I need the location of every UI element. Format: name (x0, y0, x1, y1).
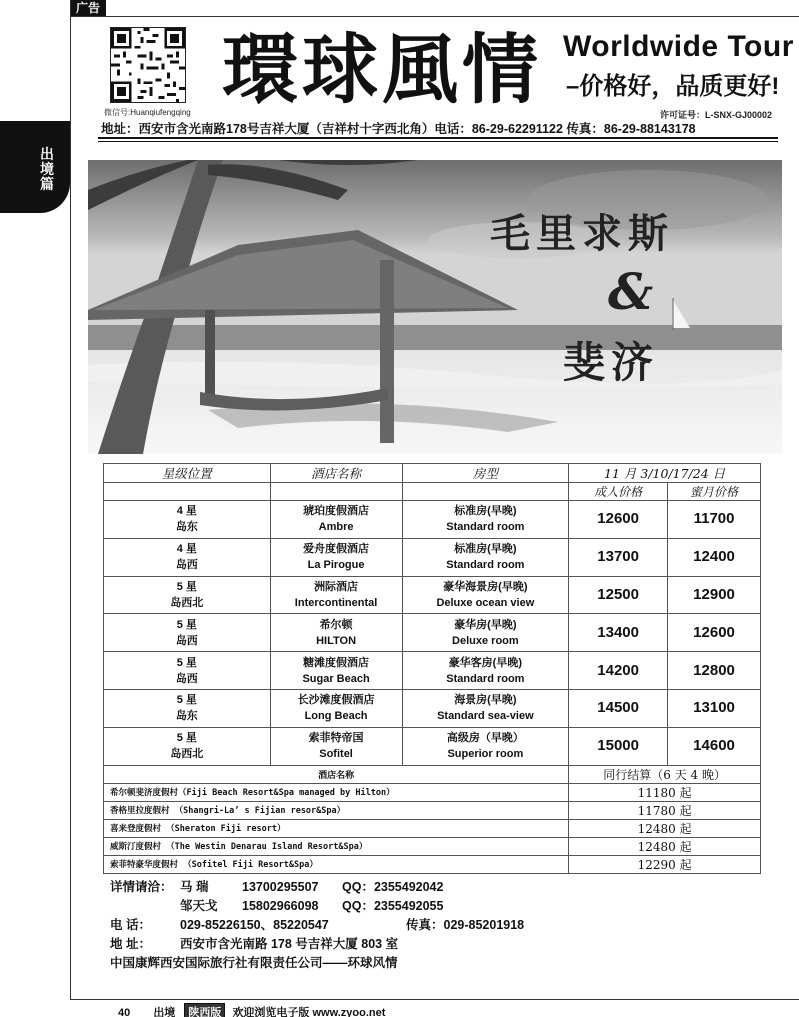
frame-top-border (70, 16, 799, 17)
adult-price-cell: 13700 (569, 538, 668, 576)
page-number: 40 (118, 1007, 131, 1017)
room-type-cell: 高级房（早晚） Superior room (402, 727, 569, 765)
fiji-hotel-cell: 希尔顿斐济度假村（Fiji Beach Resort&Spa managed by Hilton） (104, 783, 569, 801)
table-subheader-row (104, 483, 761, 501)
destination-ampersand: & (608, 262, 660, 321)
adult-price-cell: 12500 (569, 576, 668, 614)
section-name: 出境 (153, 1007, 176, 1017)
fiji-hotel-cell: 香格里拉度假村 （Shangri-La’ s Fijian resor&Spa） (104, 801, 569, 819)
price-table (103, 463, 761, 874)
office-address: 西安市含光南路 178 号吉祥大厦 803 室 (180, 937, 399, 951)
fiji-price-cell: 11780 起 (569, 801, 761, 819)
star-location-cell: 5 星 岛东 (104, 689, 271, 727)
contact-person-2-qq: QQ：2355492055 (342, 899, 444, 913)
contact-row-phone (110, 916, 525, 935)
hotel-name-cell: 爱舟度假酒店 La Pirogue (270, 538, 402, 576)
contact-person-1-phone: 13700295507 (242, 880, 319, 894)
destination-mauritius: 毛里求斯 (490, 210, 674, 257)
hotel-name-cell: 糖滩度假酒店 Sugar Beach (270, 652, 402, 690)
star-location-cell: 5 星 岛西北 (104, 576, 271, 614)
frame-left-border (70, 0, 71, 1000)
table-row (104, 727, 761, 765)
room-type-cell: 标准房(早晚) Standard room (402, 538, 569, 576)
agency-address-line: 地址：西安市含光南路178号吉祥大厦（吉祥村十字西北角）电话：86-29-62291122 传真：86-29-88143178 (101, 122, 696, 136)
contact-block (110, 878, 525, 973)
contact-row-2 (110, 897, 443, 916)
table-row (104, 538, 761, 576)
fiji-price-cell: 12290 起 (569, 855, 761, 873)
honeymoon-price-cell: 12900 (668, 576, 761, 614)
brand-name-cn: 環球風情 (222, 25, 542, 114)
hotel-name-cell: 琥珀度假酒店 Ambre (270, 501, 402, 539)
fiji-header-hotel-name: 酒店名称 (104, 765, 569, 783)
table-row (104, 801, 761, 819)
star-location-cell: 4 星 岛西 (104, 538, 271, 576)
edition-badge: 陕西版 (184, 1003, 225, 1017)
fiji-hotel-cell: 索菲特豪华度假村 （Sofitel Fiji Resort&Spa） (104, 855, 569, 873)
header-honeymoon-price: 蜜月价格 (668, 483, 761, 501)
contact-person-2-name: 邹天戈 (180, 899, 218, 913)
header-dates: 11 月 3/10/17/24 日 (569, 464, 761, 483)
contact-person-1-qq: QQ：2355492042 (342, 880, 444, 894)
fiji-header-settlement: 同行结算（6 天 4 晚） (569, 765, 761, 783)
license-number: 许可证号：L-SNX-GJ00002 (660, 110, 773, 120)
hotel-name-cell: 希尔顿 HILTON (270, 614, 402, 652)
honeymoon-price-cell: 12600 (668, 614, 761, 652)
qr-code-icon (110, 27, 186, 103)
room-type-cell: 海景房(早晚) Standard sea-view (402, 689, 569, 727)
fiji-price-cell: 12480 起 (569, 819, 761, 837)
adult-price-cell: 15000 (569, 727, 668, 765)
table-header-row (104, 464, 761, 483)
fiji-price-cell: 12480 起 (569, 837, 761, 855)
footer-website-text: 欢迎浏览电子版 www.zyoo.net (232, 1007, 386, 1017)
table-row (104, 819, 761, 837)
destination-fiji: 斐济 (563, 338, 660, 387)
honeymoon-price-cell: 12400 (668, 538, 761, 576)
star-location-cell: 5 星 岛西 (104, 614, 271, 652)
beach-photo (88, 160, 782, 454)
fax-number: 传真：029-85201918 (406, 918, 525, 932)
table-row (104, 614, 761, 652)
table-row (104, 689, 761, 727)
section-side-tab (0, 121, 70, 213)
hotel-name-cell: 索菲特帝国 Sofitel (270, 727, 402, 765)
header-star-location: 星级位置 (104, 464, 271, 483)
brand-slogan: –价格好，品质更好! (566, 73, 780, 100)
star-location-cell: 5 星 岛西 (104, 652, 271, 690)
header-room-type: 房型 (402, 464, 569, 483)
contact-label: 详情请洽： (110, 880, 173, 894)
table-row (104, 501, 761, 539)
side-tab-char-1: 出 (40, 146, 54, 162)
frame-bottom-border (70, 999, 799, 1000)
table-row (104, 652, 761, 690)
adult-price-cell: 14200 (569, 652, 668, 690)
room-type-cell: 标准房(早晚) Standard room (402, 501, 569, 539)
phone-label: 电 话： (110, 918, 151, 932)
adult-price-cell: 13400 (569, 614, 668, 652)
header-rule-thin (98, 141, 778, 142)
room-type-cell: 豪华客房(早晚) Standard room (402, 652, 569, 690)
adult-price-cell: 14500 (569, 689, 668, 727)
hotel-name-cell: 洲际酒店 Intercontinental (270, 576, 402, 614)
fiji-hotel-cell: 喜来登度假村 （Sheraton Fiji resort） (104, 819, 569, 837)
table-row (104, 576, 761, 614)
phone-numbers: 029-85226150、85220547 (180, 918, 329, 932)
honeymoon-price-cell: 13100 (668, 689, 761, 727)
table-row (104, 783, 761, 801)
side-tab-char-2: 境 (40, 161, 54, 177)
side-tab-char-3: 篇 (40, 176, 54, 192)
honeymoon-price-cell: 12800 (668, 652, 761, 690)
company-name: 中国康辉西安国际旅行社有限责任公司——环球风情 (110, 956, 398, 970)
ad-tag: 广告 (70, 0, 106, 17)
header-rule-thick (98, 137, 778, 139)
contact-row-1 (110, 878, 443, 897)
qr-caption: 微信号:Huanqiufengqing (104, 108, 191, 117)
honeymoon-price-cell: 11700 (668, 501, 761, 539)
page-footer (118, 1003, 385, 1017)
fiji-price-cell: 11180 起 (569, 783, 761, 801)
hotel-name-cell: 长沙滩度假酒店 Long Beach (270, 689, 402, 727)
fiji-header-row (104, 765, 761, 783)
fiji-hotel-cell: 威斯汀度假村 （The Westin Denarau Island Resort&Spa） (104, 837, 569, 855)
contact-row-address (110, 935, 443, 954)
brand-name-en: Worldwide Tour (563, 30, 794, 63)
contact-person-1-name: 马 瑞 (180, 880, 209, 894)
star-location-cell: 4 星 岛东 (104, 501, 271, 539)
header-hotel-name: 酒店名称 (270, 464, 402, 483)
header-adult-price: 成人价格 (569, 483, 668, 501)
room-type-cell: 豪华房(早晚) Deluxe room (402, 614, 569, 652)
adult-price-cell: 12600 (569, 501, 668, 539)
table-row (104, 855, 761, 873)
contact-person-2-phone: 15802966098 (242, 899, 319, 913)
address-label: 地 址： (110, 937, 151, 951)
honeymoon-price-cell: 14600 (668, 727, 761, 765)
table-row (104, 837, 761, 855)
star-location-cell: 5 星 岛西北 (104, 727, 271, 765)
room-type-cell: 豪华海景房(早晚) Deluxe ocean view (402, 576, 569, 614)
